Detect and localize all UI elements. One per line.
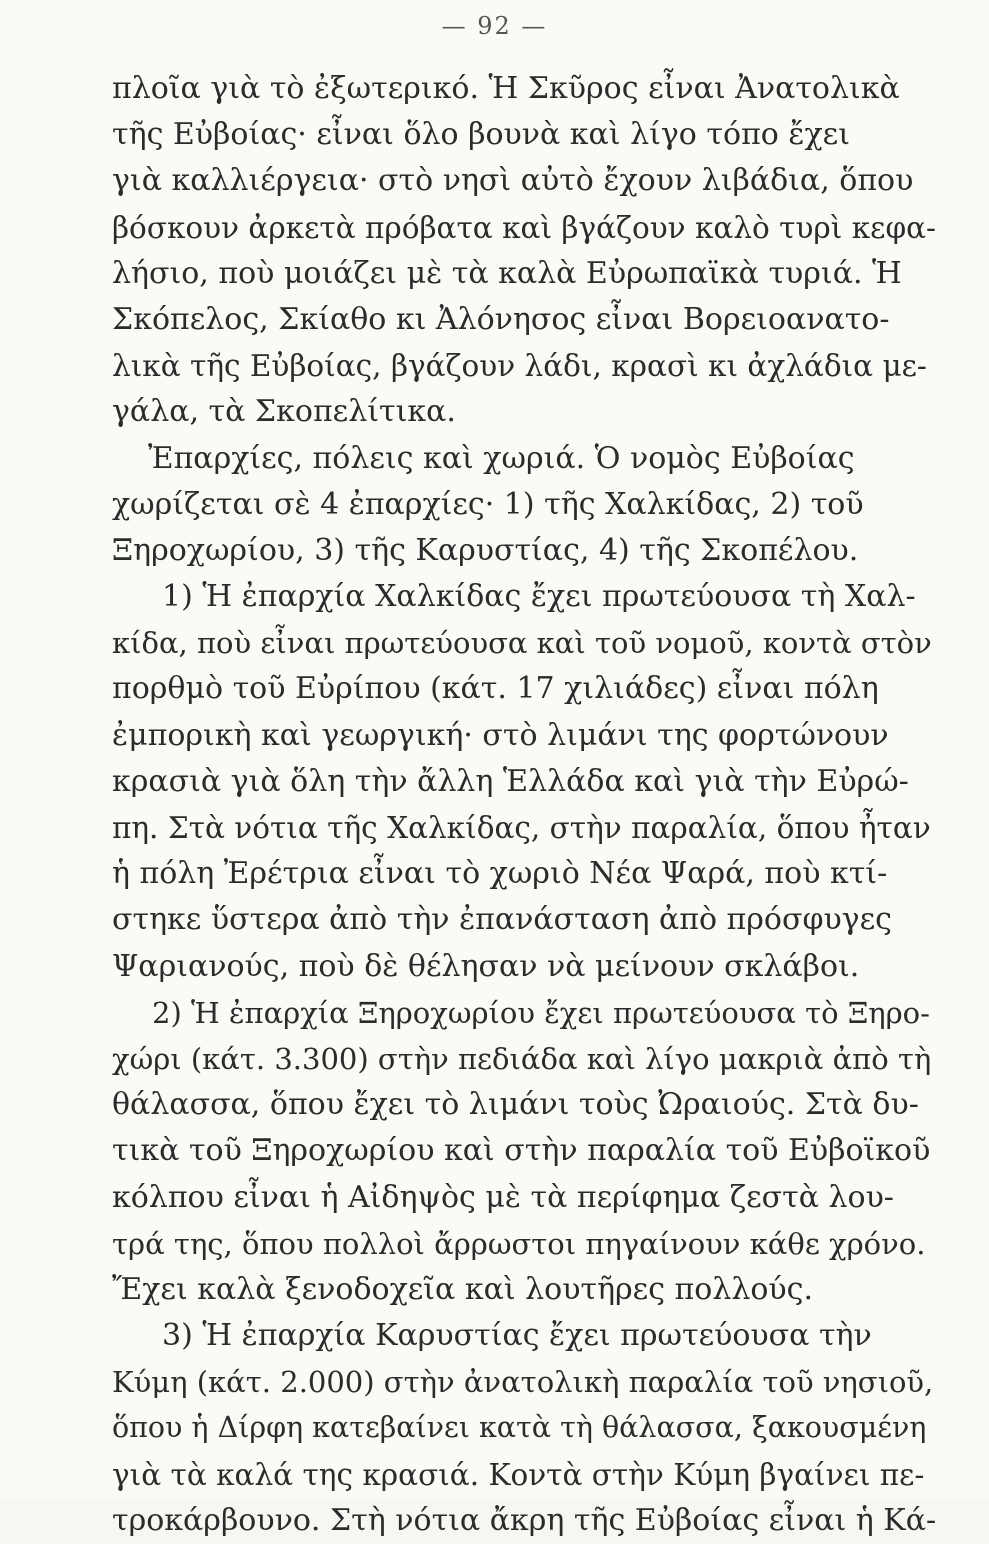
text-line: Ἐπαρχίες, πόλεις καὶ χωριά. Ὁ νομὸς Εὐβοίας (148, 440, 855, 476)
text-line: θάλασσα, ὅπου ἔχει τὸ λιμάνι τοὺς Ὠραιούς. Στὰ δυ- (112, 1087, 919, 1123)
text-line: γάλα, τὰ Σκοπελίτικα. (112, 394, 456, 430)
text-line: τροκάρβουνο. Στὴ νότια ἄκρη τῆς Εὐβοίας εἶναι ἡ Κά- (112, 1502, 937, 1538)
text-line: κόλπου εἶναι ἡ Αἰδηψὸς μὲ τὰ περίφημα ζεστὰ λου- (112, 1179, 894, 1215)
text-line: κρασιὰ γιὰ ὅλη τὴν ἄλλη Ἑλλάδα καὶ γιὰ τὴν Εὐρώ- (112, 763, 909, 799)
text-line: 1) Ἡ ἐπαρχία Χαλκίδας ἔχει πρωτεύουσα τὴ Χαλ- (162, 579, 916, 615)
page-number: — 92 — (441, 12, 548, 40)
text-line: ἐμπορικὴ καὶ γεωργική· στὸ λιμάνι της φορτώνουν (112, 717, 889, 753)
text-line: πορθμὸ τοῦ Εὐρίπου (κάτ. 17 χιλιάδες) εἶναι πόλη (112, 671, 879, 707)
text-line: Σκόπελος, Σκίαθο κι Ἀλόνησος εἶναι Βορειοανατο- (112, 301, 890, 337)
text-line: πη. Στὰ νότια τῆς Χαλκίδας, στὴν παραλία, ὅπου ἦταν (112, 811, 931, 845)
text-line: στηκε ὕστερα ἀπὸ τὴν ἐπανάσταση ἀπὸ πρόσφυγες (112, 902, 892, 938)
text-line: λήσιο, ποὺ μοιάζει μὲ τὰ καλὰ Εὐρωπαϊκὰ τυριά. Ἡ (112, 255, 902, 291)
text-line: τῆς Εὐβοίας· εἶναι ὅλο βουνὰ καὶ λίγο τόπο ἔχει (112, 117, 850, 153)
text-line: λικὰ τῆς Εὐβοίας, βγάζουν λάδι, κρασὶ κι ἀχλάδια με- (112, 349, 927, 384)
text-line: ἡ πόλη Ἐρέτρια εἶναι τὸ χωριὸ Νέα Ψαρά, ποὺ κτί- (112, 856, 888, 892)
text-line: βόσκουν ἀρκετὰ πρόβατα καὶ βγάζουν καλὸ τυρὶ κεφα- (112, 210, 936, 245)
text-line: ὅπου ἡ Δίρφη κατεβαίνει κατὰ τὴ θάλασσα, ξακουσμένη (112, 1411, 927, 1445)
text-line: χώρι (κάτ. 3.300) στὴν πεδιάδα καὶ λίγο μακριὰ ἀπὸ τὴ (112, 1041, 932, 1076)
text-line: τικὰ τοῦ Ξηροχωρίου καὶ στὴν παραλία τοῦ Εὐβοϊκοῦ (112, 1133, 931, 1169)
text-line: γιὰ τὰ καλά της κρασιά. Κοντὰ στὴν Κύμη βγαίνει πε- (112, 1457, 925, 1492)
text-line: γιὰ καλλιέργεια· στὸ νησὶ αὐτὸ ἔχουν λιβάδια, ὅπου (112, 163, 914, 199)
text-line: Ψαριανούς, ποὺ δὲ θέλησαν νὰ μείνουν σκλάβοι. (112, 948, 860, 984)
text-line: τρά της, ὅπου πολλοὶ ἄρρωστοι πηγαίνουν κάθε χρόνο. (112, 1226, 926, 1261)
text-line: Κύμη (κάτ. 2.000) στὴν ἀνατολικὴ παραλία τοῦ νησιοῦ, (112, 1365, 934, 1400)
text-line: 2) Ἡ ἐπαρχία Ξηροχωρίου ἔχει πρωτεύουσα τὸ Ξηρο- (152, 995, 930, 1030)
text-line: κίδα, ποὺ εἶναι πρωτεύουσα καὶ τοῦ νομοῦ, κοντὰ στὸν (112, 626, 932, 661)
text-line: Ξηροχωρίου, 3) τῆς Καρυστίας, 4) τῆς Σκοπέλου. (112, 532, 859, 568)
body-text (112, 66, 937, 1544)
text-line: 3) Ἡ ἐπαρχία Καρυστίας ἔχει πρωτεύουσα τὴν (162, 1318, 872, 1354)
text-line: Ἔχει καλὰ ξενοδοχεῖα καὶ λουτῆρες πολλούς. (112, 1271, 814, 1307)
text-line: πλοῖα γιὰ τὸ ἐξωτερικό. Ἡ Σκῦρος εἶναι Ἀνατολικὰ (112, 71, 900, 106)
text-line: χωρίζεται σὲ 4 ἐπαρχίες· 1) τῆς Χαλκίδας, 2) τοῦ (112, 486, 864, 522)
